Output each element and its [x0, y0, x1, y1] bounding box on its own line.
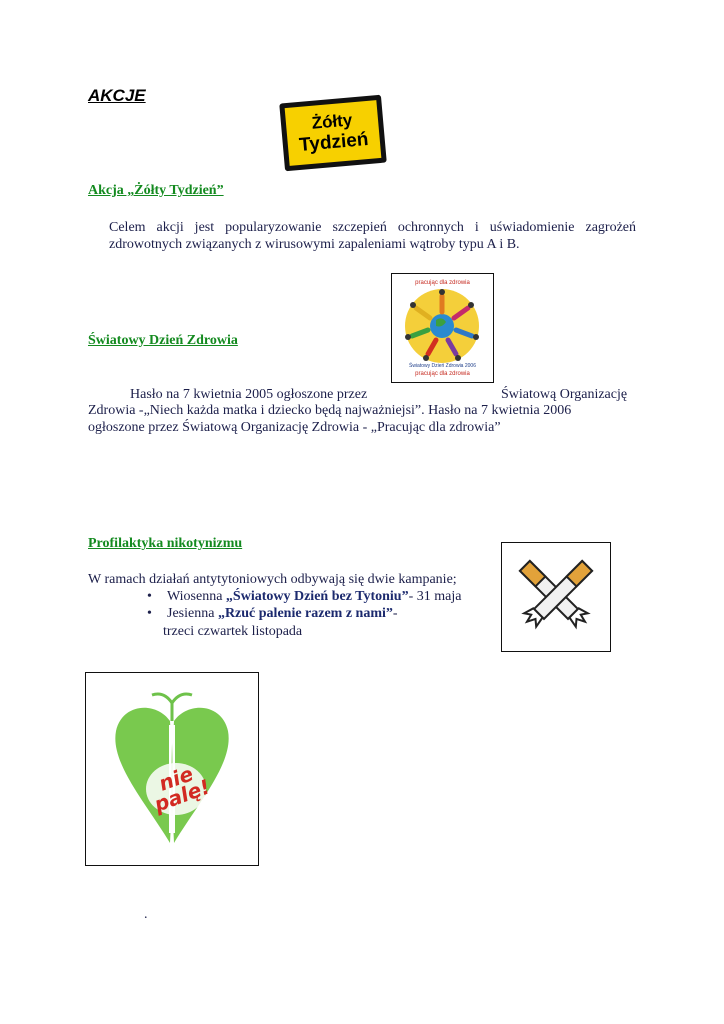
page-title: AKCJE	[88, 86, 146, 105]
crossed-cigarettes-icon	[502, 543, 610, 651]
nie-pale-logo	[85, 672, 259, 866]
bullet-icon: •	[147, 606, 152, 621]
crossed-cigarettes-image	[501, 542, 611, 652]
logo-bottom-text2: pracując dla zdrowia	[415, 371, 470, 377]
list-item: • Wiosenna „Światowy Dzień bez Tytoniu”- 31 maja	[147, 589, 462, 604]
campaign-list	[108, 588, 508, 622]
section-text-zolty-tydzien: Celem akcji jest popularyzowanie szczepień ochronnych i uświadomienie zagrożeń zdrowotnych związanych z wirusowymi zapaleniami wątroby typu A i B.	[109, 220, 636, 252]
section-text-line1a: Hasło na 7 kwietnia 2005 ogłoszone przez	[130, 387, 368, 402]
swiatowy-dzien-zdrowia-logo	[391, 273, 494, 383]
section-heading-swiatowy-dzien-zdrowia: Światowy Dzień Zdrowia	[88, 333, 238, 348]
section-heading-zolty-tydzien: Akcja „Żółty Tydzień”	[88, 183, 224, 198]
campaign-name: „Światowy Dzień bez Tytoniu”	[225, 589, 409, 604]
section-text-line3: ogłoszone przez Światową Organizację Zdrowia - „Pracując dla zdrowia”	[88, 420, 501, 435]
section-text-line1b: Światową Organizację	[501, 387, 628, 402]
section-intro-profilaktyka: W ramach działań antytytoniowych odbywają się dwie kampanie;	[88, 572, 457, 587]
logo-line1: Żółty	[310, 110, 354, 133]
section-text-line2: Zdrowia -„Niech każda matka i dziecko będą najważniejsi”. Hasło na 7 kwietnia 2006	[88, 403, 572, 418]
logo-top-text: pracując dla zdrowia	[415, 280, 470, 286]
logo-bottom-text1: Światowy Dzień Zdrowia 2006	[409, 363, 476, 369]
list-item: • Jesienna „Rzuć palenie razem z nami”-	[147, 606, 398, 621]
campaign-name: „Rzuć palenie razem z nami”	[217, 606, 393, 621]
footer-dot: .	[144, 907, 148, 922]
section-heading-profilaktyka: Profilaktyka nikotynizmu	[88, 536, 243, 551]
nie-pale-text: nie palę!	[151, 761, 214, 817]
campaign-date-text: trzeci czwartek listopada	[163, 624, 303, 639]
logo-line2: Tydzień	[298, 128, 370, 156]
zolty-tydzien-logo	[279, 95, 387, 172]
bullet-icon: •	[147, 589, 152, 604]
